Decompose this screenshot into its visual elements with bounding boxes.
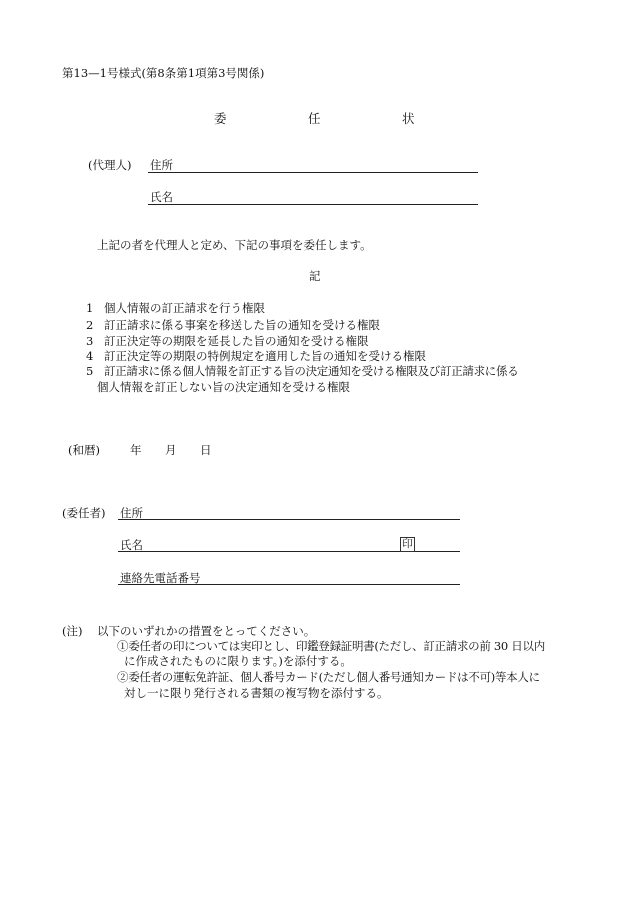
item-text: 個人情報の訂正請求を行う権限 [104,301,265,315]
note-2-line-1: ②委任者の運転免許証、個人番号カード(ただし個人番号通知カードは不可)等本人に [117,670,540,684]
agent-label: (代理人) [88,158,132,172]
date-day-label: 日 [200,443,212,457]
item-number: 5 [86,364,94,378]
date-era-label: (和暦) [68,443,100,457]
agent-name-field[interactable] [148,204,478,205]
principal-address-field[interactable] [118,519,460,520]
agent-name-label: 氏名 [150,190,173,204]
principal-phone-label: 連絡先電話番号 [120,571,201,585]
ki-heading: 記 [309,269,321,283]
item-text: 訂正請求に係る事案を移送した旨の通知を受ける権限 [104,318,380,332]
notes-label: (注) [62,624,83,638]
seal-stamp-box: 印 [400,537,415,552]
form-number: 第13—1号様式(第8条第1項第3号関係) [62,66,265,80]
item-text: 訂正決定等の期限を延長した旨の通知を受ける権限 [104,334,369,348]
agent-address-field[interactable] [148,172,478,173]
note-1-line-2: に作成されたものに限ります。)を添付する。 [124,654,352,668]
date-month-label: 月 [165,443,177,457]
item-text: 訂正決定等の期限の特例規定を適用した旨の通知を受ける権限 [104,349,426,363]
item-number: 1 [86,301,94,315]
title-char-2: 任 [308,111,321,126]
delegation-statement: 上記の者を代理人と定め、下記の事項を委任します。 [97,238,372,252]
item-number: 2 [86,318,94,332]
principal-label: (委任者) [62,506,106,520]
principal-address-label: 住所 [120,506,143,520]
title-char-3: 状 [402,111,415,126]
date-year-label: 年 [130,443,142,457]
title-char-1: 委 [214,111,227,126]
note-1-line-1: ①委任者の印については実印とし、印鑑登録証明書(ただし、訂正請求の前 30 日以内 [117,639,545,653]
note-2-line-2: 対し一に限り発行される書類の複写物を添付する。 [124,686,389,700]
principal-name-label: 氏名 [120,538,143,552]
item-number: 4 [86,349,94,363]
item-text: 訂正請求に係る個人情報を訂正する旨の決定通知を受ける権限及び訂正請求に係る [104,364,519,378]
agent-address-label: 住所 [150,158,173,172]
item-text-continued: 個人情報を訂正しない旨の決定通知を受ける権限 [97,380,350,394]
notes-intro: 以下のいずれかの措置をとってください。 [97,624,316,638]
item-number: 3 [86,334,94,348]
principal-phone-field[interactable] [118,584,460,585]
